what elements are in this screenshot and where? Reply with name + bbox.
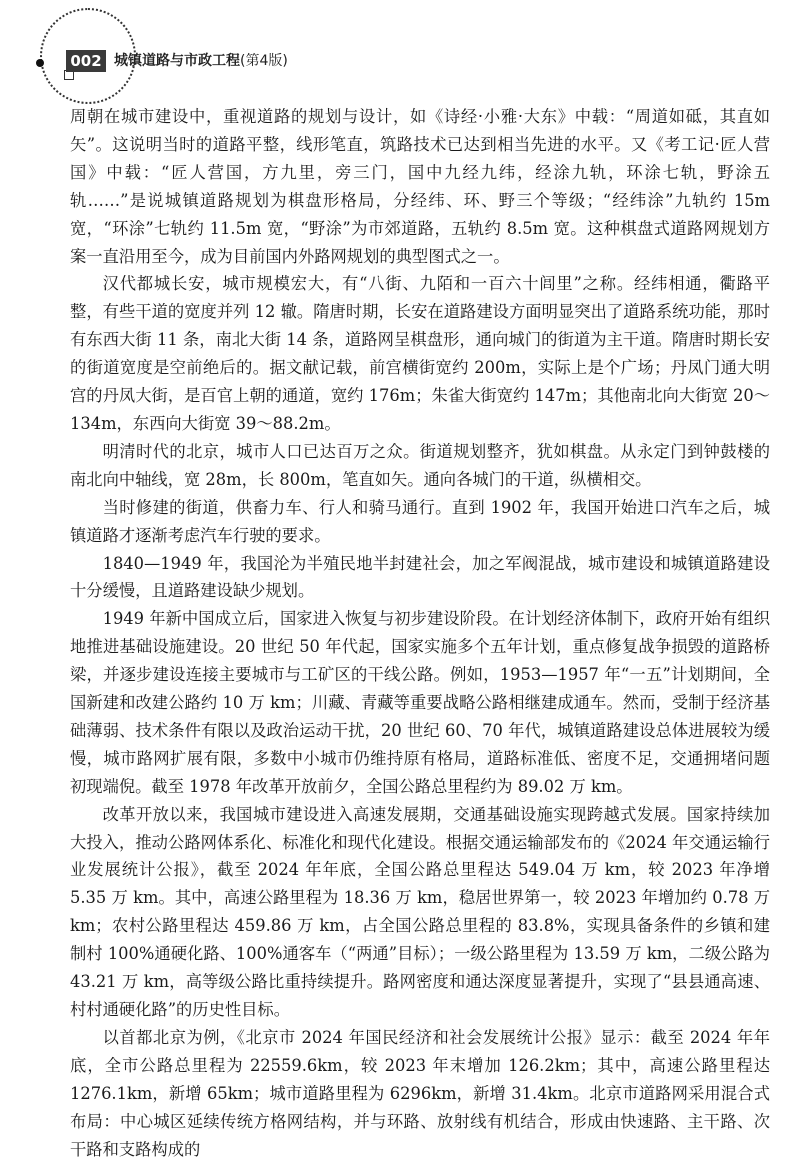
paragraph: 1840—1949 年，我国沦为半殖民地半封建社会，加之军阀混战，城市建设和城镇道路建设十分缓慢，且道路建设缺少规划。 <box>70 553 770 601</box>
running-title <box>114 50 288 72</box>
paragraph: 当时修建的街道，供畜力车、行人和骑马通行。直到 1902 年，我国开始进口汽车之后，城镇道路才逐渐考虑汽车行驶的要求。 <box>70 497 770 545</box>
paragraph: 1949 年新中国成立后，国家进入恢复与初步建设阶段。在计划经济体制下，政府开始有组织地推进基础设施建设。20 世纪 50 年代起，国家实施多个五年计划，重点修复战争损毁的道路桥梁，并逐步建设连接主要城市与工矿区的干线公路。例如，1953—1957 年“一五”计划期间，全国新建和改建公路约 10 万 km；川藏、青藏等重要战略公路相继建成通车。然而，受制于经济基础薄弱、技术条件有限以及政治运动干扰，20 世纪 60、70 年代，城镇道路建设总体进展较为缓慢，城市路网扩展有限，多数中小城市仍维持原有格局，道路标准低、密度不足，交通拥堵问题初现端倪。截至 1978 年改革开放前夕，全国公路总里程约为 89.02 万 km。 <box>70 609 770 796</box>
paragraph: 改革开放以来，我国城市建设进入高速发展期，交通基础设施实现跨越式发展。国家持续加大投入，推动公路网体系化、标准化和现代化建设。根据交通运输部发布的《2024 年交通运输行业发展统计公报》，截至 2024 年年底，全国公路总里程达 549.04 万 km，较 2023 年净增 5.35 万 km。其中，高速公路里程为 18.36 万 km，稳居世界第一，较 2023 年增加约 0.78 万 km；农村公路里程达 459.86 万 km，占全国公路总里程的 83.8%，实现具备条件的乡镇和建制村 100%通硬化路、100%通客车（“两通”目标）；一级公路里程为 13.59 万 km，二级公路为 43.21 万 km，高等级公路比重持续提升。路网密度和通达深度显著提升，实现了“县县通高速、村村通硬化路”的历史性目标。 <box>70 804 770 1019</box>
paragraph: 以首都北京为例，《北京市 2024 年国民经济和社会发展统计公报》显示：截至 2024 年年底，全市公路总里程为 22559.6km，较 2023 年末增加 126.2km；其中，高速公路里程达 1276.1km，新增 65km；城市道路里程为 6296km，新增 31.4km。北京市道路网采用混合式布局：中心城区延续传统方格网结构，并与环路、放射线有机结合，形成由快速路、主干路、次干路和支路构成的 <box>70 1027 770 1159</box>
body-text <box>70 103 770 1163</box>
page-number: 002 <box>66 50 106 72</box>
paragraph: 周朝在城市建设中，重视道路的规划与设计，如《诗经·小雅·大东》中载：“周道如砥，其直如矢”。这说明当时的道路平整，线形笔直，筑路技术已达到相当先进的水平。又《考工记·匠人营国》中载：“匠人营国，方九里，旁三门，国中九经九纬，经涂九轨，环涂七轨，野涂五轨……”是说城镇道路规划为棋盘形格局，分经纬、环、野三个等级；“经纬涂”九轨约 15m 宽，“环涂”七轨约 11.5m 宽，“野涂”为市郊道路，五轨约 8.5m 宽。这种棋盘式道路网规划方案一直沿用至今，成为目前国内外路网规划的典型图式之一。 <box>70 107 770 266</box>
decorative-dot <box>36 59 44 67</box>
book-title: 城镇道路与市政工程 <box>114 53 240 69</box>
paragraph: 明清时代的北京，城市人口已达百万之众。街道规划整齐，犹如棋盘。从永定门到钟鼓楼的南北向中轴线，宽 28m，长 800m，笔直如矢。通向各城门的干道，纵横相交。 <box>70 441 770 489</box>
paragraph: 汉代都城长安，城市规模宏大，有“八街、九陌和一百六十闾里”之称。经纬相通，衢路平整，有些干道的宽度并列 12 辙。隋唐时期，长安在道路建设方面明显突出了道路系统功能，那时有东西大街 11 条，南北大街 14 条，道路网呈棋盘形，通向城门的街道为主干道。隋唐时期长安的街道宽度是空前绝后的。据文献记载，前宫横街宽约 200m，实际上是个广场；丹凤门通大明宫的丹凤大街，是百官上朝的通道，宽约 176m；朱雀大街宽约 147m；其他南北向大街宽 20～134m，东西向大街宽 39～88.2m。 <box>70 274 770 433</box>
page-header <box>0 0 790 110</box>
book-edition: (第4版) <box>240 53 288 69</box>
